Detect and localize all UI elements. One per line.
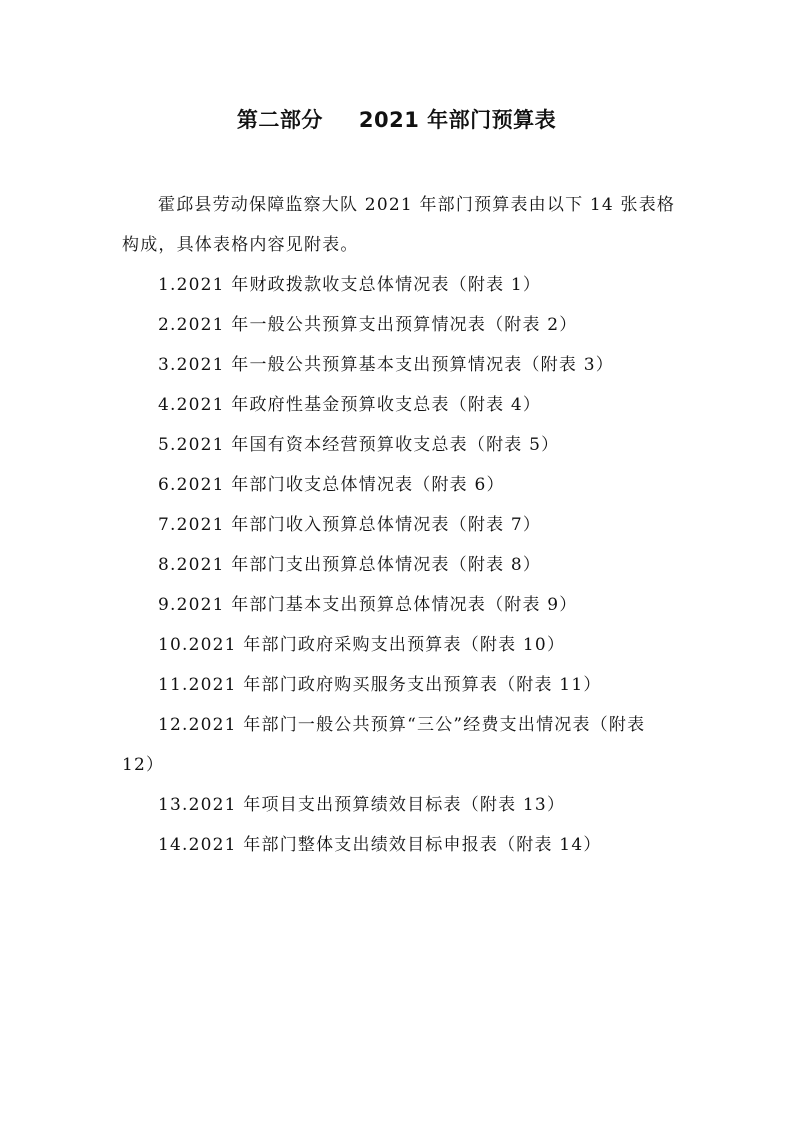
list-item: 7.2021 年部门收入预算总体情况表（附表 7）: [158, 515, 542, 535]
list-item: 1.2021 年财政拨款收支总体情况表（附表 1）: [158, 275, 542, 295]
list-item: 13.2021 年项目支出预算绩效目标表（附表 13）: [158, 795, 566, 815]
list-item: 11.2021 年部门政府购买服务支出预算表（附表 11）: [158, 675, 602, 695]
list-item: 9.2021 年部门基本支出预算总体情况表（附表 9）: [158, 595, 578, 615]
list-item: 8.2021 年部门支出预算总体情况表（附表 8）: [158, 555, 542, 575]
title-text: 2021 年部门预算表: [358, 108, 557, 132]
list-item: 12.2021 年部门一般公共预算“三公”经费支出情况表（附表 12）: [122, 715, 646, 775]
list-item: 5.2021 年国有资本经营预算收支总表（附表 5）: [158, 435, 560, 455]
list-item: 6.2021 年部门收支总体情况表（附表 6）: [158, 475, 505, 495]
page-title: [0, 104, 793, 134]
list-item: 3.2021 年一般公共预算基本支出预算情况表（附表 3）: [158, 355, 614, 375]
table-list: [122, 265, 682, 865]
intro-paragraph: 霍邱县劳动保障监察大队 2021 年部门预算表由以下 14 张表格构成，具体表格内容见附表。: [122, 195, 676, 255]
list-item: 10.2021 年部门政府采购支出预算表（附表 10）: [158, 635, 566, 655]
list-item: 4.2021 年政府性基金预算收支总表（附表 4）: [158, 395, 542, 415]
title-part: 第二部分: [236, 108, 323, 132]
list-item: 2.2021 年一般公共预算支出预算情况表（附表 2）: [158, 315, 578, 335]
list-item: 14.2021 年部门整体支出绩效目标申报表（附表 14）: [158, 835, 602, 855]
